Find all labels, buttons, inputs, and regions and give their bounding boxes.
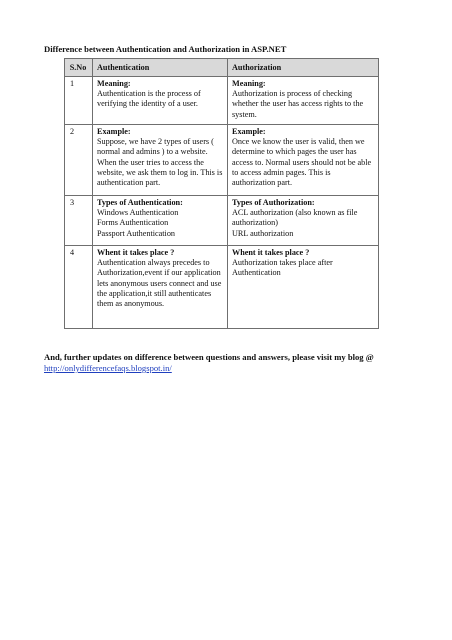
page-title: Difference between Authentication and Authorization in ASP.NET — [44, 44, 287, 54]
authentication-cell — [93, 196, 228, 246]
row-number: 3 — [65, 196, 93, 246]
cell-heading: Whent it takes place ? — [97, 248, 175, 257]
cell-text: Authentication is the process of verifying the identity of a user. — [97, 89, 201, 109]
cell-text: URL authorization — [232, 228, 294, 238]
cell-heading: Types of Authentication: — [97, 198, 183, 207]
cell-text: ACL authorization (also known as file authorization) — [232, 208, 358, 228]
authorization-cell — [228, 77, 379, 125]
cell-text: Authentication always precedes to Authorization,event if our application lets anonymous users connect and use the application,it still authenticates them as anonymous. — [97, 258, 222, 309]
blog-link[interactable]: http://onlydifferencefaqs.blogspot.in/ — [44, 363, 172, 373]
cell-heading: Example: — [97, 127, 131, 136]
cell-heading: Whent it takes place ? — [232, 248, 310, 257]
table-header-row — [65, 59, 379, 77]
authentication-cell — [93, 246, 228, 329]
cell-heading: Meaning: — [97, 79, 131, 88]
table-row — [65, 77, 379, 125]
authorization-cell — [228, 125, 379, 196]
cell-heading: Types of Authorization: — [232, 198, 315, 207]
row-number: 1 — [65, 77, 93, 125]
row-number: 2 — [65, 125, 93, 196]
authorization-cell — [228, 246, 379, 329]
cell-heading: Example: — [232, 127, 266, 136]
footer-text: And, further updates on difference between questions and answers, please visit my blog @ — [44, 352, 374, 362]
cell-heading: Meaning: — [232, 79, 266, 88]
cell-text: Once we know the user is valid, then we determine to which pages the user has access to. Normal users should not be able to access admin pages. This is authorization part. — [232, 137, 372, 188]
header-sno: S.No — [65, 59, 93, 77]
authentication-cell — [93, 125, 228, 196]
cell-text: Authorization takes place after Authentication — [232, 258, 333, 278]
cell-text: Windows Authentication — [97, 208, 179, 218]
authorization-cell — [228, 196, 379, 246]
header-authentication: Authentication — [93, 59, 228, 77]
cell-text: Authorization is process of checking whether the user has access rights to the system. — [232, 89, 364, 119]
comparison-table — [64, 58, 379, 329]
authentication-cell — [93, 77, 228, 125]
header-authorization: Authorization — [228, 59, 379, 77]
table-row — [65, 246, 379, 329]
cell-text: Forms Authentication — [97, 218, 169, 228]
cell-text: Passport Authentication — [97, 228, 176, 238]
table-row — [65, 125, 379, 196]
footer — [44, 352, 414, 374]
cell-text: Suppose, we have 2 types of users ( normal and admins ) to a website. When the user tries to access the website, we ask them to log in. This is authentication part. — [97, 137, 223, 188]
table-row — [65, 196, 379, 246]
row-number: 4 — [65, 246, 93, 329]
